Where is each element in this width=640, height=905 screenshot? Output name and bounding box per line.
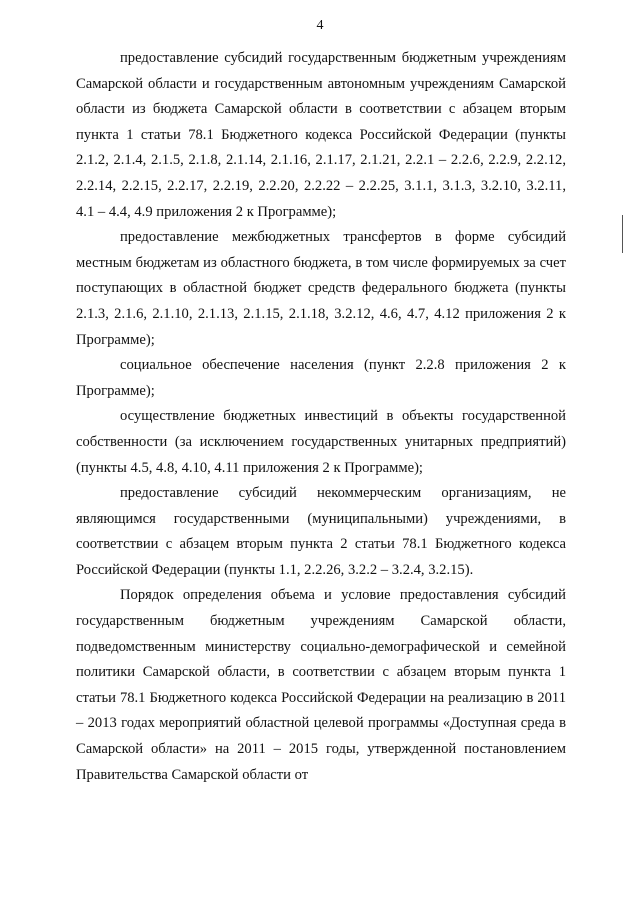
paragraph-interbudget-transfers: предоставление межбюджетных трансфертов в форме субсидий местным бюджетам из областного бюджета, в том числе формируемых за счет поступающих в областной бюджет средств федерального бюджета (пункты 2.1.3, 2.1.6, 2.1.10, 2.1.13, 2.1.15, 2.1.18, 3.2.12, 4.6, 4.7, 4.12 приложения 2 к Программе); <box>76 229 566 348</box>
document-body <box>76 46 566 788</box>
scan-artifact-line <box>622 215 623 253</box>
paragraph-budget-investments: осуществление бюджетных инвестиций в объекты государственной собственности (за исключением государственных унитарных предприятий) (пункты 4.5, 4.8, 4.10, 4.11 приложения 2 к Программе); <box>76 408 566 476</box>
page-number: 4 <box>316 18 324 33</box>
paragraph-subsidy-procedure: Порядок определения объема и условие предоставления субсидий государственным бюджетным учреждениям Самарской области, подведомственным министерству социально-демографической и семейной политики Самарской области, в соответствии с абзацем вторым пункта 1 статьи 78.1 Бюджетного кодекса Российской Федерации на реализацию в 2011 – 2013 годах мероприятий областной целевой программы «Доступная среда в Самарской области» на 2011 – 2015 годы, утвержденной постановлением Правительства Самарской области от <box>76 587 566 783</box>
paragraph-budget-subsidies: предоставление субсидий государственным бюджетным учреждениям Самарской области и государственным автономным учреждениям Самарской области из бюджета Самарской области в соответствии с абзацем вторым пункта 1 статьи 78.1 Бюджетного кодекса Российской Федерации (пункты 2.1.2, 2.1.4, 2.1.5, 2.1.8, 2.1.14, 2.1.16, 2.1.17, 2.1.21, 2.2.1 – 2.2.6, 2.2.9, 2.2.12, 2.2.14, 2.2.15, 2.2.17, 2.2.19, 2.2.20, 2.2.22 – 2.2.25, 3.1.1, 3.1.3, 3.2.10, 3.2.11, 4.1 – 4.4, 4.9 приложения 2 к Программе); <box>76 50 566 220</box>
paragraph-social-support: социальное обеспечение населения (пункт 2.2.8 приложения 2 к Программе); <box>76 357 566 399</box>
paragraph-nonprofit-subsidies: предоставление субсидий некоммерческим организациям, не являющимся государственными (муниципальными) учреждениями, в соответствии с абзацем вторым пункта 2 статьи 78.1 Бюджетного кодекса Российской Федерации (пункты 1.1, 2.2.26, 3.2.2 – 3.2.4, 3.2.15). <box>76 485 566 578</box>
